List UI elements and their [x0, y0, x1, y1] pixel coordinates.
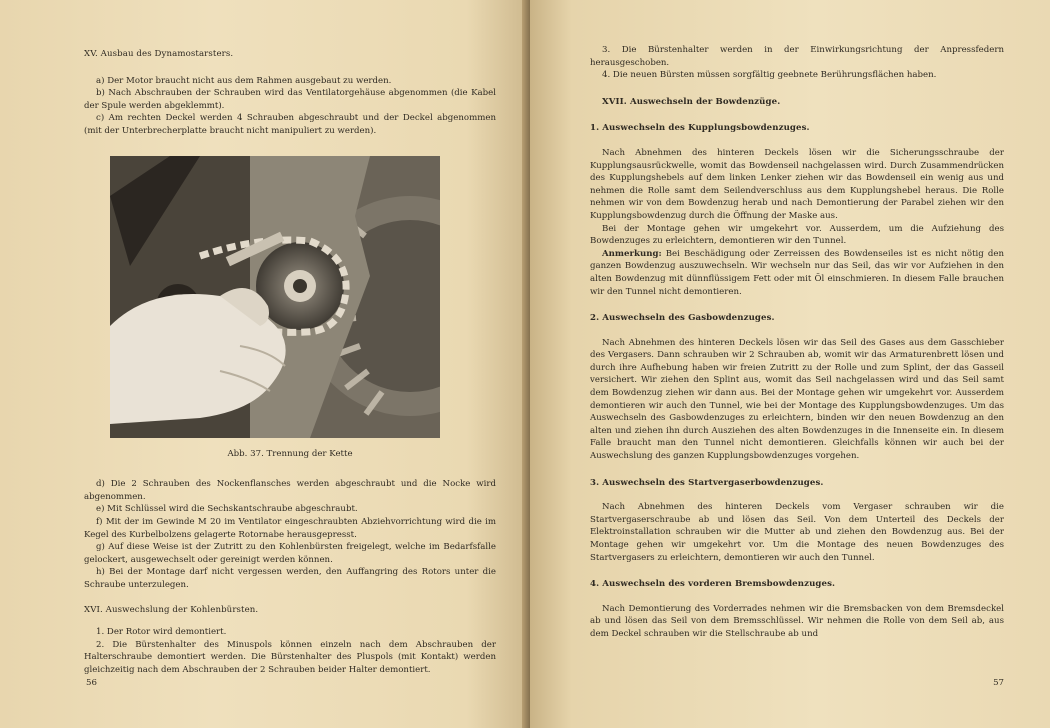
- paragraph-f: f) Mit der im Gewinde M 20 im Ventilator eingeschraubten Abziehvorrichtung wird die im Kegel des Kurbelbolzens gelagerte Rotornabe herausgepresst.: [84, 516, 496, 540]
- item-2: 2. Die Bürstenhalter des Minuspols können einzeln nach dem Abschrauben der Halterschraube demontiert werden. Die Bürstenhalter des Pluspols (mit Kontakt) werden gleichzeitig nach dem Abschrauben der 2 Schrauben beider Halter demontiert.: [84, 639, 496, 675]
- section-16-title: XVI. Auswechslung der Kohlenbürsten.: [84, 604, 259, 615]
- subsection-1-paragraph-2: Bei der Montage gehen wir umgekehrt vor. Ausserdem, um die Aufziehung des Bowdenzuges zu erleichtern, demontieren wir den Tunnel.: [590, 223, 1004, 247]
- paragraph-b: b) Nach Abschrauben der Schrauben wird das Ventilatorgehäuse abgenommen (die Kabel der Spule werden abgeklemmt).: [84, 88, 496, 111]
- subsection-3-title: 3. Auswechseln des Startvergaserbowdenzuges.: [590, 477, 824, 488]
- subsection-4-paragraph-1: Nach Demontierung des Vorderrades nehmen wir die Bremsbacken von dem Bremsdeckel ab und lösen das Seil von dem Bremsschlüssel. Wir nehmen die Rolle von dem Seil ab, aus dem Deckel schrauben wir die Stellschraube ab und: [590, 603, 1004, 639]
- item-1: 1. Der Rotor wird demontiert.: [96, 627, 227, 638]
- paragraph-e: e) Mit Schlüssel wird die Sechskantschraube abgeschraubt.: [96, 504, 358, 515]
- subsection-1-paragraph-1: Nach Abnehmen des hinteren Deckels lösen wir die Sicherungsschraube der Kupplungsausrückwelle, womit das Bowdenseil nachgelassen wird. Durch Zusammendrücken des Kupplungshebels auf dem linken Lenker ziehen wir das Bowdenseil ein wenig aus und nehmen die Rolle samt dem Seilendverschluss aus dem Kupplungshebel heraus. Die Rolle nehmen wir von dem Bowdenzug herab und nach Demontierung der Parabel ziehen wir den Kupplungsbowdenzug durch die Öffnung der Maske aus.: [590, 147, 1004, 221]
- subsection-3-paragraph-1: Nach Abnehmen des hinteren Deckels vom Vergaser schrauben wir die Startvergaserschraube ab und lösen das Seil. Von dem Unterteil des Deckels der Elektroinstallation schrauben wir die Mutter ab und ziehen den Bowdenzug aus. Bei der Montage gehen wir umgekehrt vor. Um die Montage des neuen Bowdenzuges des Startvergasers zu erleichtern, demontieren wir auch den Tunnel.: [590, 502, 1004, 563]
- note-text: Bei Beschädigung oder Zerreissen des Bowdenseiles ist es nicht nötig den ganzen Bowdenzug auszuwechseln. Wir wechseln nur das Seil, das wir vor Aufziehen in den alten Bowdenzug mit dünnflüssigem Fett oder mit Öl einschmieren. In diesem Falle brauchen wir den Tunnel nicht demontieren.: [590, 248, 1004, 297]
- subsection-2-paragraph-1: Nach Abnehmen des hinteren Deckels lösen wir das Seil des Gases aus dem Gasschieber des Vergasers. Dann schrauben wir 2 Schrauben ab, womit wir das Armaturenbrett lösen und durch ihre Aufhebung haben wir freien Zutritt zu der Rolle und zum Splint, der das Gasseil versichert. Wir ziehen den Splint aus, womit das Seil nachgelassen wird und das Seil samt dem Bowdenzug ziehen wir dann aus. Bei der Montage gehen wir umgekehrt vor. Ausserdem demontieren wir auch den Tunnel, wie bei der Montage des Kupplungsbowdenzuges. Um das Auswechseln des Gasbowdenzuges zu erleichtern, binden wir den neuen Bowdenzug an den alten und ziehen ihn durch Ausziehen des alten Bowdenzuges in die Innenseite ein. In diesem Falle braucht man den Tunnel nicht demontieren. Gleichfalls können wir auch bei der Auswechslung des ganzen Kupplungsbowdenzuges vorgehen.: [590, 337, 1004, 462]
- section-17-title: XVII. Auswechseln der Bowdenzüge.: [602, 96, 781, 107]
- figure-chain-photo: [110, 156, 440, 438]
- subsection-1-title: 1. Auswechseln des Kupplungsbowdenzuges.: [590, 123, 810, 134]
- paragraph-h: h) Bei der Montage darf nicht vergessen werden, den Auffangring des Rotors unter die Schraube unterzulegen.: [84, 567, 496, 590]
- section-15-title: XV. Ausbau des Dynamostarsters.: [84, 49, 234, 59]
- engine-photo-illustration: [110, 156, 440, 438]
- page-number-right: 57: [993, 678, 1004, 688]
- paragraph-a: a) Der Motor braucht nicht aus dem Rahmen ausgebaut zu werden.: [96, 75, 392, 86]
- paragraph-d: d) Die 2 Schrauben des Nockenflansches werden abgeschraubt und die Nocke wird abgenommen.: [84, 479, 496, 502]
- paragraph-g: g) Auf diese Weise ist der Zutritt zu den Kohlenbürsten freigelegt, welche im Bedarfsfalle gelockert, ausgewechselt oder gereinigt werden können.: [84, 542, 496, 565]
- note-label: Anmerkung:: [602, 248, 662, 259]
- page-number-left: 56: [86, 678, 97, 688]
- item-3: 3. Die Bürstenhalter werden in der Einwirkungsrichtung der Anpressfedern herausgeschoben.: [590, 45, 1004, 68]
- subsection-4-title: 4. Auswechseln des vorderen Bremsbowdenzuges.: [590, 579, 836, 590]
- right-page: [530, 0, 1050, 728]
- subsection-1-note: [590, 248, 1004, 298]
- figure-caption: Abb. 37. Trennung der Kette: [227, 448, 353, 459]
- subsection-2-title: 2. Auswechseln des Gasbowdenzuges.: [590, 313, 775, 324]
- item-4: 4. Die neuen Bürsten müssen sorgfältig geebnete Berührungsflächen haben.: [602, 70, 937, 81]
- paragraph-c: c) Am rechten Deckel werden 4 Schrauben abgeschraubt und der Deckel abgenommen (mit der Unterbrecherplatte braucht nicht manipuliert zu werden).: [84, 113, 496, 136]
